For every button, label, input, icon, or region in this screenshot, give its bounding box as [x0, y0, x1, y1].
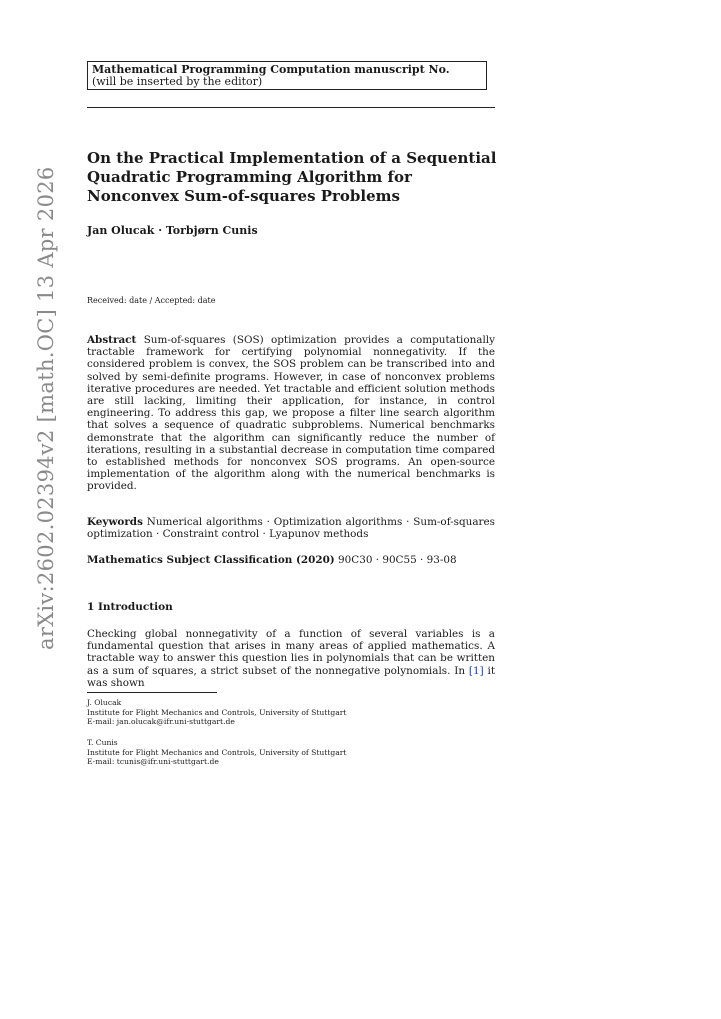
msc-codes: 90C30 · 90C55 · 93-08: [338, 554, 457, 566]
header-rule: [87, 107, 495, 108]
footnote-email: E-mail: tcunis@ifr.uni-stuttgart.de: [87, 757, 219, 767]
abstract-text: Sum-of-squares (SOS) optimization provides a computationally tractable framework for certifying polynomial nonnegativity. If the considered problem is convex, the SOS problem can be transcribed into and solved by semi-definite programs. However, in case of nonconvex problems iterative procedures are needed. Yet tractable and efficient solution methods are still lacking, limiting their application, for instance, in control engineering. To address this gap, we propose a filter line search algorithm that solves a sequence of quadratic subproblems. Numerical benchmarks demonstrate that the algorithm can significantly reduce the number of iterations, resulting in a substantial decrease in computation time compared to established methods for nonconvex SOS programs. An open-source implementation of the algorithm along with the numerical benchmarks is provided.: [87, 334, 495, 493]
journal-header-box: [87, 61, 487, 90]
abstract-paragraph: [87, 334, 495, 493]
footnote-email: E-mail: jan.olucak@ifr.uni-stuttgart.de: [87, 717, 235, 727]
introduction-paragraph: [87, 628, 495, 689]
paper-title: On the Practical Implementation of a Sequential Quadratic Programming Algorithm for Nonconvex Sum-of-squares Problems: [87, 149, 497, 205]
keywords-text: Numerical algorithms · Optimization algorithms · Sum-of-squares optimization · Constraint control · Lyapunov methods: [87, 516, 495, 541]
msc-label: Mathematics Subject Classification (2020): [87, 554, 335, 566]
editor-note: (will be inserted by the editor): [92, 75, 263, 88]
citation-link[interactable]: [1]: [468, 664, 484, 677]
section-heading-introduction: 1 Introduction: [87, 601, 173, 613]
abstract-label: Abstract: [87, 334, 137, 346]
footnote-rule: [87, 692, 217, 693]
msc-paragraph: [87, 554, 495, 566]
footnote-affiliation: Institute for Flight Mechanics and Controls, University of Stuttgart: [87, 747, 347, 757]
author-list: Jan Olucak · Torbjørn Cunis: [87, 224, 258, 237]
keywords-label: Keywords: [87, 516, 143, 528]
intro-text-end: it was shown: [87, 664, 495, 689]
footnote-author-name: T. Cunis: [87, 738, 118, 747]
keywords-paragraph: [87, 516, 495, 540]
arxiv-identifier-stamp[interactable]: arXiv:2602.02394v2 [math.OC] 13 Apr 2026: [34, 166, 58, 650]
journal-header-line: Mathematical Programming Computation manuscript No.: [92, 63, 450, 76]
author-footnote: [87, 698, 346, 727]
footnote-author-name: J. Olucak: [87, 698, 122, 707]
footnote-affiliation: Institute for Flight Mechanics and Controls, University of Stuttgart: [87, 707, 347, 717]
intro-text-start: Checking global nonnegativity of a function of several variables is a fundamental question that arises in many areas of applied mathematics. A tractable way to answer this question lies in polynomials that can be written as a sum of squares, a strict subset of the nonnegative polynomials. In: [87, 628, 495, 677]
received-date: Received: date / Accepted: date: [87, 296, 216, 305]
author-footnote: [87, 738, 346, 767]
